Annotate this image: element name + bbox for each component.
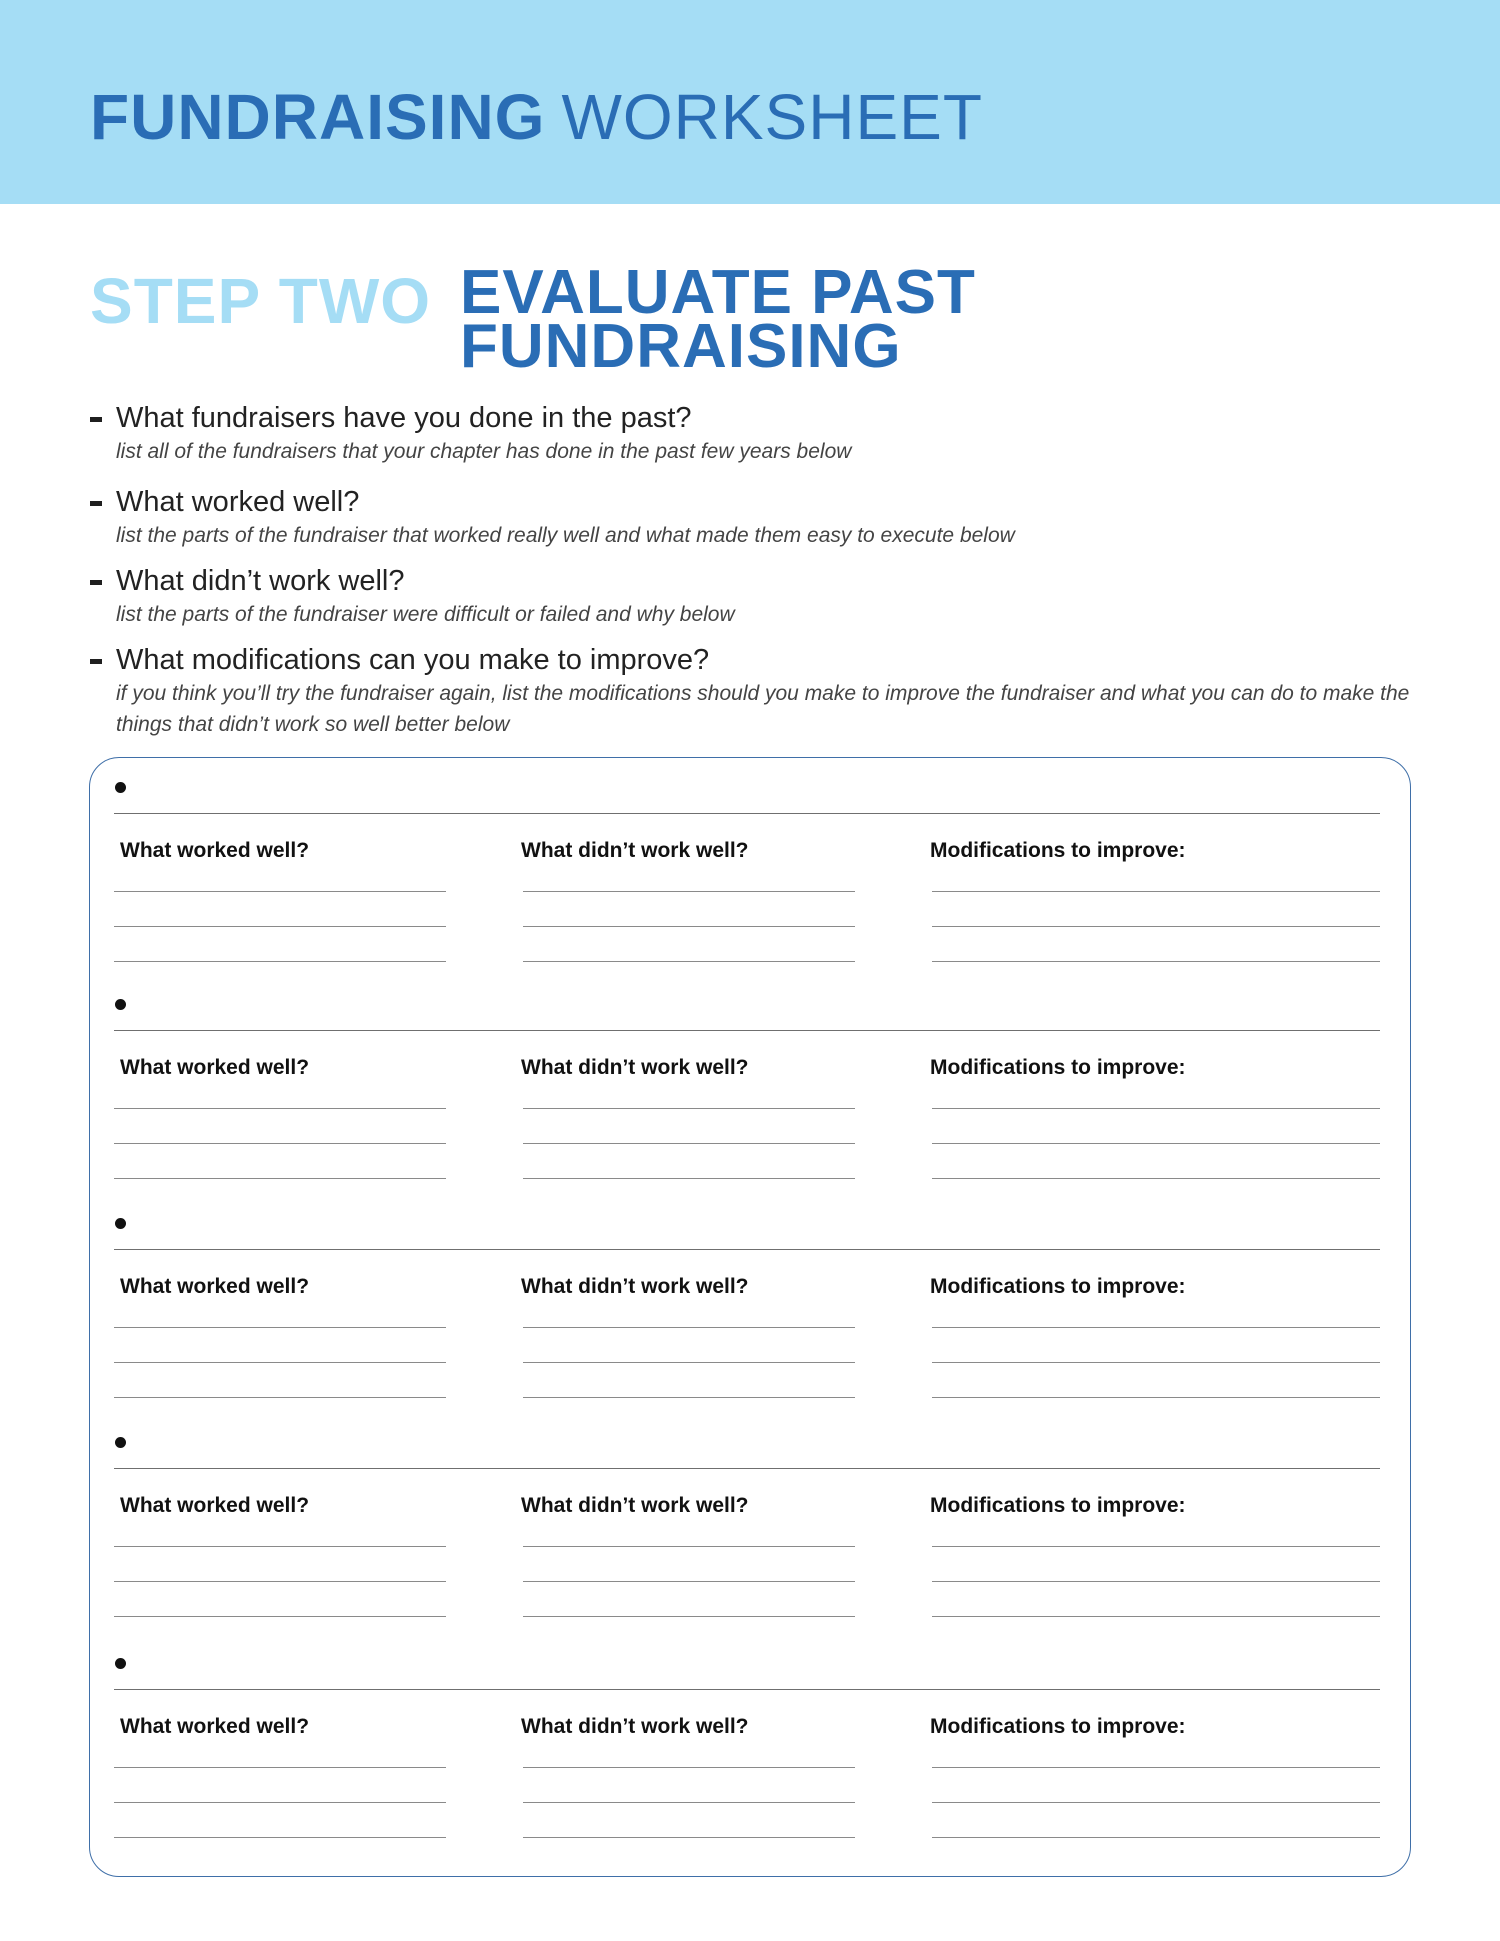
worked-well-answer-line[interactable] (114, 1143, 446, 1144)
worked-well-label: What worked well? (120, 1494, 310, 1517)
fundraiser-name-line[interactable] (114, 1468, 1380, 1469)
modifications-answer-line[interactable] (932, 1837, 1380, 1838)
bullet-icon (115, 999, 126, 1010)
question-4 (90, 642, 1410, 740)
worked-well-label: What worked well? (120, 839, 310, 862)
fundraiser-entry (90, 1634, 1412, 1834)
worked-well-answer-line[interactable] (114, 1327, 446, 1328)
modifications-label: Modifications to improve: (930, 1715, 1186, 1738)
didnt-work-answer-line[interactable] (523, 891, 855, 892)
didnt-work-answer-line[interactable] (523, 1546, 855, 1547)
didnt-work-answer-line[interactable] (523, 1143, 855, 1144)
fundraiser-name-line[interactable] (114, 1689, 1380, 1690)
header-banner (0, 0, 1500, 204)
bullet-icon (115, 782, 126, 793)
page-title-light: WORKSHEET (561, 81, 983, 153)
didnt-work-answer-line[interactable] (523, 961, 855, 962)
fundraiser-entry (90, 758, 1412, 958)
didnt-work-answer-line[interactable] (523, 1837, 855, 1838)
fundraiser-name-line[interactable] (114, 1030, 1380, 1031)
modifications-answer-line[interactable] (932, 1362, 1380, 1363)
dash-icon (90, 501, 102, 506)
worked-well-answer-line[interactable] (114, 1837, 446, 1838)
question-1 (90, 400, 1390, 467)
didnt-work-answer-line[interactable] (523, 1327, 855, 1328)
fundraiser-entry (90, 1194, 1412, 1394)
didnt-work-label: What didn’t work well? (521, 1056, 749, 1079)
modifications-answer-line[interactable] (932, 1178, 1380, 1179)
bullet-icon (115, 1658, 126, 1669)
modifications-label: Modifications to improve: (930, 1056, 1186, 1079)
question-2 (90, 484, 1390, 551)
modifications-answer-line[interactable] (932, 1581, 1380, 1582)
didnt-work-answer-line[interactable] (523, 1397, 855, 1398)
worked-well-answer-line[interactable] (114, 1616, 446, 1617)
didnt-work-answer-line[interactable] (523, 1581, 855, 1582)
step-label: STEP TWO (90, 265, 432, 337)
fundraiser-entry (90, 975, 1412, 1175)
modifications-answer-line[interactable] (932, 961, 1380, 962)
worked-well-label: What worked well? (120, 1056, 310, 1079)
modifications-answer-line[interactable] (932, 1616, 1380, 1617)
worked-well-label: What worked well? (120, 1275, 310, 1298)
question-title: What modifications can you make to improve? (116, 644, 710, 676)
modifications-answer-line[interactable] (932, 1546, 1380, 1547)
modifications-answer-line[interactable] (932, 926, 1380, 927)
modifications-answer-line[interactable] (932, 1397, 1380, 1398)
modifications-label: Modifications to improve: (930, 1275, 1186, 1298)
question-subtitle: list the parts of the fundraiser that worked really well and what made them easy to execute below (116, 524, 1015, 547)
didnt-work-label: What didn’t work well? (521, 1715, 749, 1738)
modifications-answer-line[interactable] (932, 1767, 1380, 1768)
modifications-label: Modifications to improve: (930, 1494, 1186, 1517)
dash-icon (90, 417, 102, 422)
didnt-work-answer-line[interactable] (523, 1616, 855, 1617)
bullet-icon (115, 1218, 126, 1229)
didnt-work-label: What didn’t work well? (521, 1494, 749, 1517)
worked-well-answer-line[interactable] (114, 1802, 446, 1803)
worked-well-answer-line[interactable] (114, 961, 446, 962)
didnt-work-answer-line[interactable] (523, 1108, 855, 1109)
didnt-work-answer-line[interactable] (523, 1767, 855, 1768)
worked-well-answer-line[interactable] (114, 1546, 446, 1547)
worked-well-answer-line[interactable] (114, 1362, 446, 1363)
question-subtitle: list the parts of the fundraiser were difficult or failed and why below (116, 603, 735, 626)
question-subtitle: if you think you’ll try the fundraiser again, list the modifications should you make to improve the fundraiser and what you can do to make the things that didn’t work so well better below (116, 682, 1410, 736)
didnt-work-label: What didn’t work well? (521, 1275, 749, 1298)
didnt-work-answer-line[interactable] (523, 926, 855, 927)
worked-well-answer-line[interactable] (114, 1108, 446, 1109)
question-title: What worked well? (116, 486, 360, 518)
modifications-answer-line[interactable] (932, 1143, 1380, 1144)
didnt-work-answer-line[interactable] (523, 1362, 855, 1363)
modifications-label: Modifications to improve: (930, 839, 1186, 862)
didnt-work-answer-line[interactable] (523, 1178, 855, 1179)
bullet-icon (115, 1437, 126, 1448)
worked-well-label: What worked well? (120, 1715, 310, 1738)
didnt-work-answer-line[interactable] (523, 1802, 855, 1803)
question-title: What didn’t work well? (116, 565, 405, 597)
modifications-answer-line[interactable] (932, 1108, 1380, 1109)
question-subtitle: list all of the fundraisers that your chapter has done in the past few years below (116, 440, 852, 463)
question-3 (90, 563, 1390, 630)
question-title: What fundraisers have you done in the past? (116, 402, 692, 434)
didnt-work-label: What didn’t work well? (521, 839, 749, 862)
modifications-answer-line[interactable] (932, 891, 1380, 892)
modifications-answer-line[interactable] (932, 1327, 1380, 1328)
fundraiser-name-line[interactable] (114, 1249, 1380, 1250)
worked-well-answer-line[interactable] (114, 1581, 446, 1582)
worked-well-answer-line[interactable] (114, 891, 446, 892)
worked-well-answer-line[interactable] (114, 1178, 446, 1179)
dash-icon (90, 659, 102, 664)
fundraiser-name-line[interactable] (114, 813, 1380, 814)
worked-well-answer-line[interactable] (114, 926, 446, 927)
dash-icon (90, 580, 102, 585)
worksheet-panel (89, 757, 1411, 1877)
page-title-bold: FUNDRAISING (90, 81, 546, 153)
worked-well-answer-line[interactable] (114, 1397, 446, 1398)
modifications-answer-line[interactable] (932, 1802, 1380, 1803)
fundraiser-entry (90, 1413, 1412, 1613)
page-title (90, 80, 983, 154)
worked-well-answer-line[interactable] (114, 1767, 446, 1768)
step-title: EVALUATE PAST FUNDRAISING (460, 258, 976, 381)
